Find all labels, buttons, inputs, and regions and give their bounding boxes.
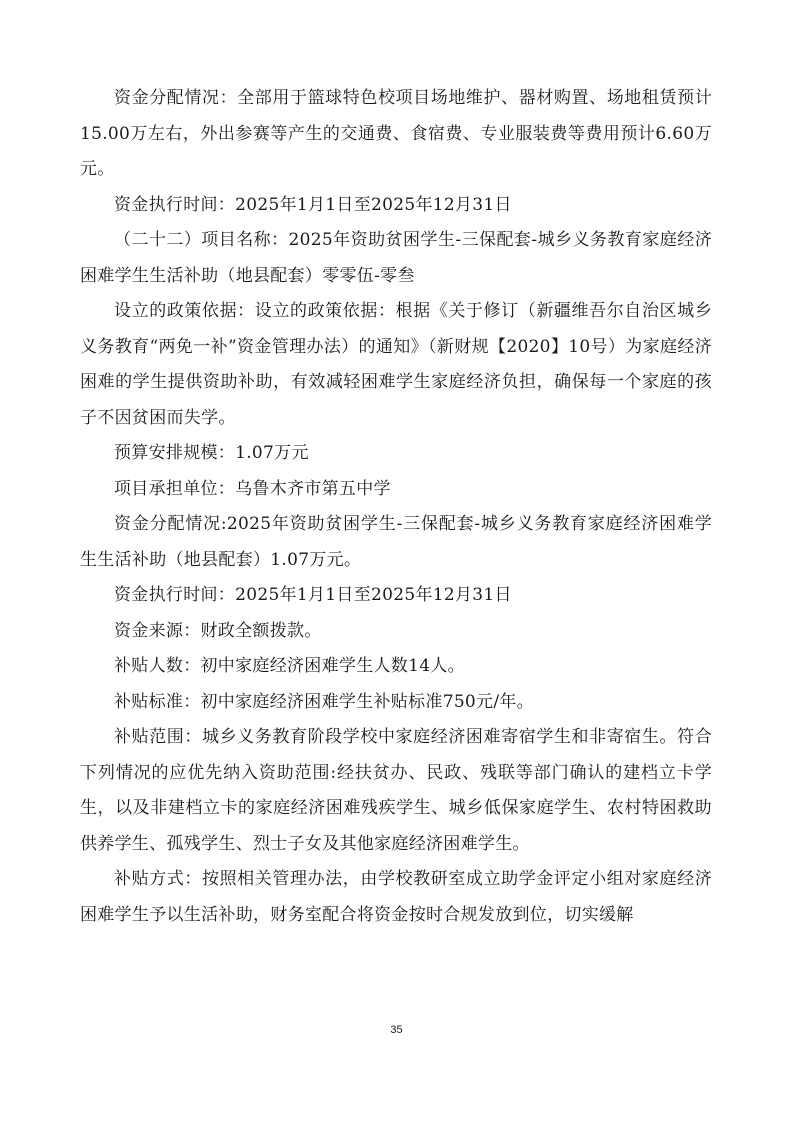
paragraph-subsidy-scope: 补贴范围：城乡义务教育阶段学校中家庭经济困难寄宿学生和非寄宿生。符合下列情况的应优先纳入资助范围:经扶贫办、民政、残联等部门确认的建档立卡学生，以及非建档立卡的家庭经济困难残疾学生、城乡低保家庭学生、农村特困救助供养学生、孤残学生、烈士子女及其他家庭经济困难学生。	[80, 727, 712, 854]
paragraph-execution-time: 资金执行时间：2025年1月1日至2025年12月31日	[114, 194, 512, 215]
page-number: 35	[390, 1024, 403, 1036]
paragraph-subsidy-method: 补贴方式：按照相关管理办法，由学校教研室成立助学金评定小组对家庭经济困难学生予以生活补助，财务室配合将资金按时合规发放到位，切实缓解	[80, 869, 712, 925]
paragraph-budget-scale: 预算安排规模：1.07万元	[114, 443, 309, 463]
paragraph-undertaking-unit: 项目承担单位：乌鲁木齐市第五中学	[114, 478, 391, 499]
document-body	[80, 81, 712, 933]
paragraph-fund-source: 资金来源：财政全额拨款。	[114, 620, 322, 641]
paragraph-subsidy-count: 补贴人数：初中家庭经济困难学生人数14人。	[114, 656, 465, 676]
paragraph-fund-allocation-subsidy: 资金分配情况:2025年资助贫困学生-三保配套-城乡义务教育家庭经济困难学生生活补助（地县配套）1.07万元。	[80, 514, 712, 570]
paragraph-project-name: （二十二）项目名称：2025年资助贫困学生-三保配套-城乡义务教育家庭经济困难学生生活补助（地县配套）零零伍-零叁	[80, 230, 712, 286]
paragraph-fund-allocation-basketball: 资金分配情况：全部用于篮球特色校项目场地维护、器材购置、场地租赁预计15.00万左右，外出参赛等产生的交通费、食宿费、专业服装费等费用预计6.60万元。	[80, 88, 712, 179]
paragraph-subsidy-standard: 补贴标准：初中家庭经济困难学生补贴标准750元/年。	[114, 691, 534, 712]
paragraph-policy-basis: 设立的政策依据：设立的政策依据：根据《关于修订（新疆维吾尔自治区城乡义务教育“两免一补”资金管理办法）的通知》（新财规【2020】10号）为家庭经济困难的学生提供资助补助，有效减轻困难学生家庭经济负担，确保每一个家庭的孩子不因贫困而失学。	[80, 301, 712, 428]
paragraph-execution-time-2: 资金执行时间：2025年1月1日至2025年12月31日	[114, 585, 512, 605]
